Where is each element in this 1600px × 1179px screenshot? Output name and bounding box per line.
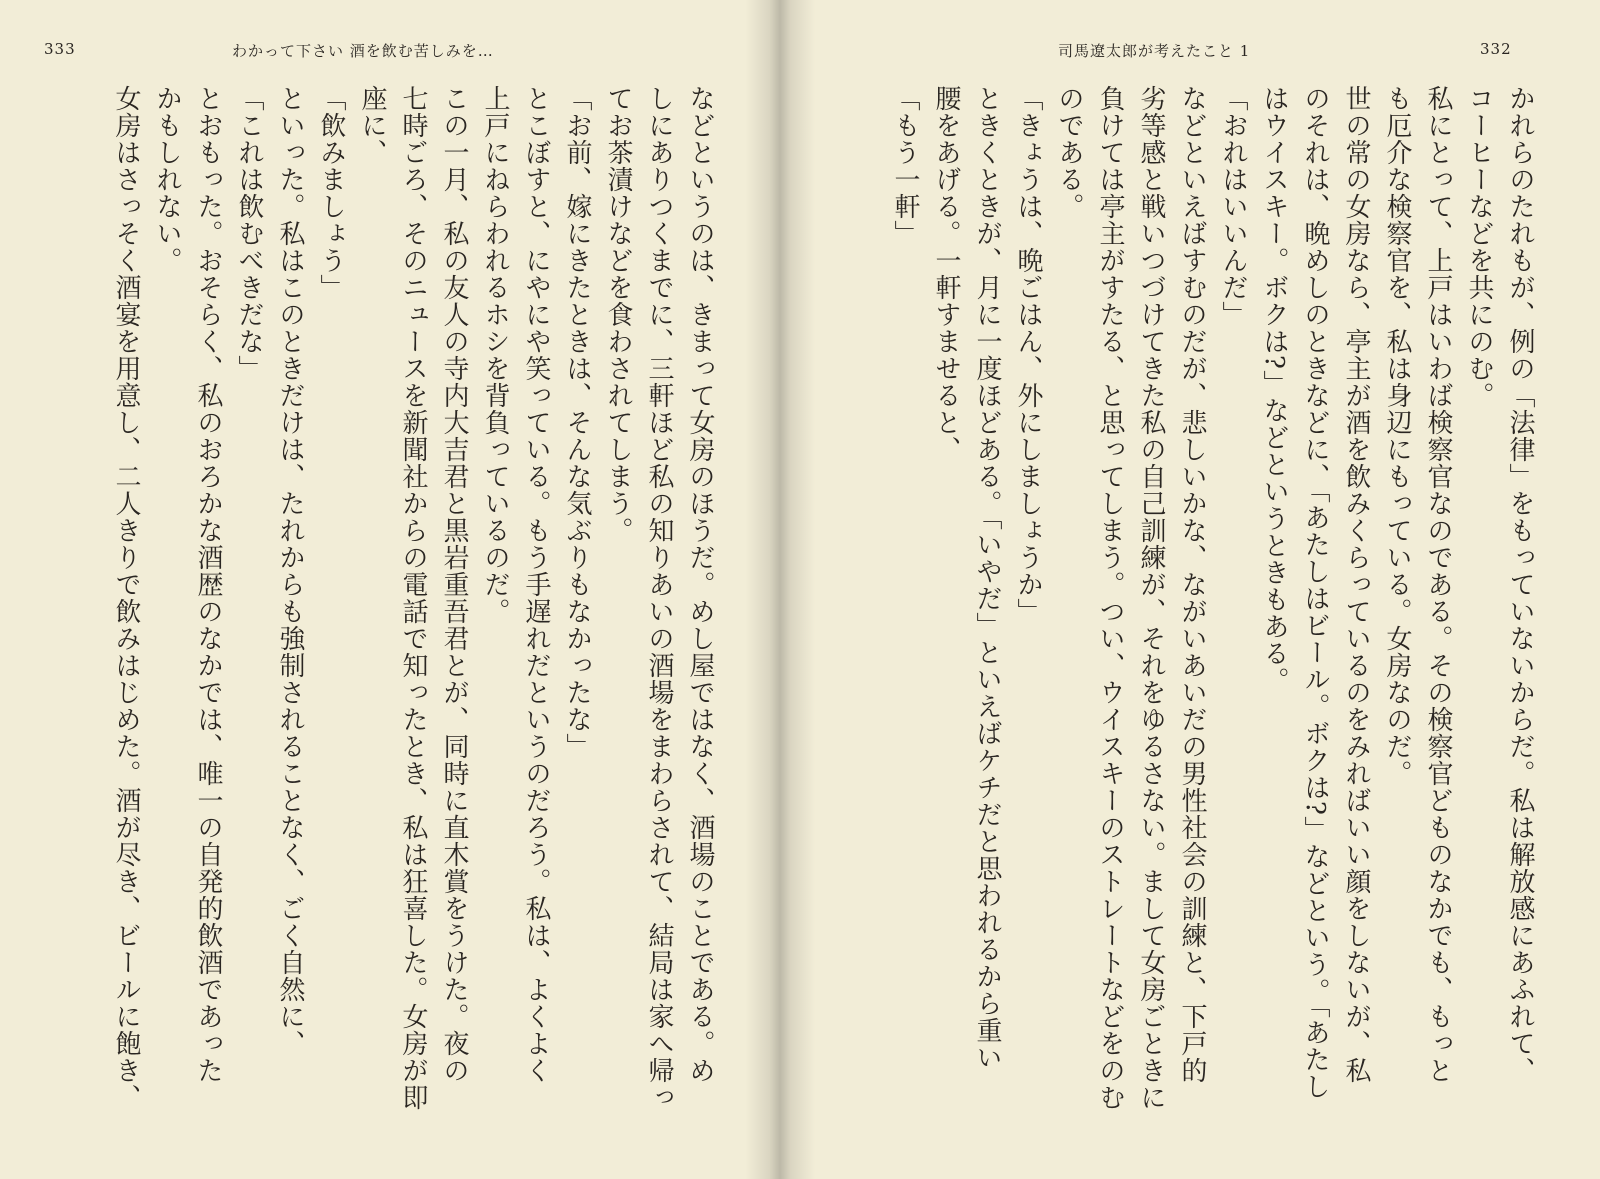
text-line: この一月、私の友人の寺内大吉君と黒岩重吾君とが、同時に直木賞をうけた。夜の: [439, 85, 469, 1084]
text-line: 座に、: [357, 85, 387, 166]
text-line: とこぼすと、にやにや笑っている。もう手遅れだというのだろう。私は、よくよく: [521, 85, 551, 1084]
text-line: かもしれない。: [152, 85, 182, 274]
left-page-number: 333: [44, 40, 76, 58]
left-page-body: [60, 85, 720, 1135]
text-line: 女房はさっそく酒宴を用意し、二人きりで飲みはじめた。酒が尽き、ビールに飽き、: [111, 85, 141, 1111]
text-line: てお茶漬けなどを食わされてしまう。: [603, 85, 633, 544]
text-line: 世の常の女房なら、亭主が酒を飲みくらっているのをみればいい顔をしないが、私: [1341, 85, 1371, 1084]
text-line: 負けては亭主がすたる、と思ってしまう。つい、ウイスキーのストレートなどをのむ: [1095, 85, 1125, 1111]
text-line: 七時ごろ、そのニュースを新聞社からの電話で知ったとき、私は狂喜した。女房が即: [398, 85, 428, 1111]
left-running-title: わかって下さい 酒を飲む苦しみを…: [232, 42, 494, 60]
text-line: 私にとって、上戸はいわば検察官なのである。その検察官どものなかでも、もっと: [1423, 85, 1453, 1084]
text-line: はウイスキー。ボクは?」などというときもある。: [1259, 85, 1289, 694]
text-line: のである。: [1054, 85, 1084, 220]
text-line: 上戸にねらわれるホシを背負っているのだ。: [480, 85, 510, 625]
text-line: 「もう一軒」: [890, 85, 920, 247]
text-line: 「飲みましょう」: [316, 85, 346, 301]
text-line: しにありつくまでに、三軒ほど私の知りあいの酒場をまわらされて、結局は家へ帰っ: [644, 85, 674, 1111]
text-line: 「おれはいいんだ」: [1218, 85, 1248, 328]
text-line: 「これは飲むべきだな」: [234, 85, 264, 382]
right-running-title: 司馬遼太郎が考えたこと 1: [1058, 42, 1251, 60]
text-line: などというのは、きまって女房のほうだ。めし屋ではなく、酒場のことである。め: [685, 85, 715, 1084]
text-line: 腰をあげる。一軒すませると、: [931, 85, 961, 463]
text-line: ときくときが、月に一度ほどある。「いやだ」といえばケチだと思われるから重い: [972, 85, 1002, 1071]
text-line: とおもった。おそらく、私のおろかな酒歴のなかでは、唯一の自発的飲酒であった: [193, 85, 223, 1084]
text-line: 「きょうは、晩ごはん、外にしましょうか」: [1013, 85, 1043, 625]
right-page-body: [890, 85, 1540, 1135]
right-page-number: 332: [1480, 40, 1512, 58]
text-line: 劣等感と戦いつづけてきた私の自己訓練が、それをゆるさない。まして女房ごときに: [1136, 85, 1166, 1111]
text-line: 「お前、嫁にきたときは、そんな気ぶりもなかったな」: [562, 85, 592, 760]
text-line: かれらのたれもが、例の「法律」をもっていないからだ。私は解放感にあふれて、: [1505, 85, 1535, 1084]
text-line: といった。私はこのときだけは、たれからも強制されることなく、ごく自然に、: [275, 85, 305, 1057]
text-line: などといえばすむのだが、悲しいかな、ながいあいだの男性社会の訓練と、下戸的: [1177, 85, 1207, 1084]
text-line: も厄介な検察官を、私は身辺にもっている。女房なのだ。: [1382, 85, 1412, 787]
text-line: のそれは、晩めしのときなどに、「あたしはビール。ボクは?」などという。「あたし: [1300, 85, 1330, 1100]
text-line: コーヒーなどを共にのむ。: [1464, 85, 1494, 409]
